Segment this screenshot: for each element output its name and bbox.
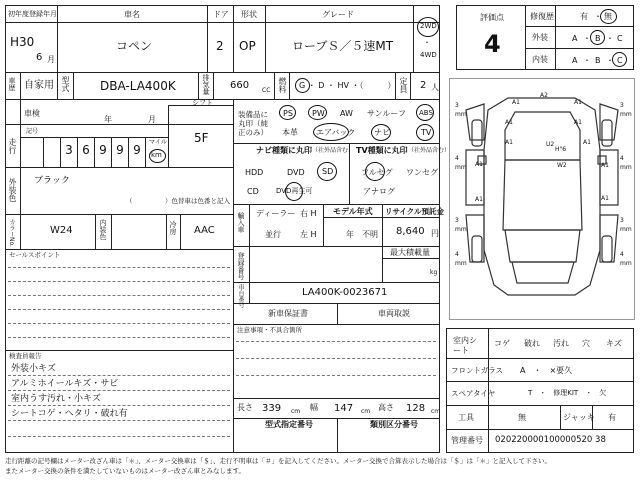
new-car-warranty: 新車保証書 — [268, 309, 308, 318]
diag-label-11: A1 — [601, 162, 609, 169]
reg-no-label: 登録番号 — [237, 252, 245, 280]
drive-dot: ・ — [423, 38, 431, 47]
spare-label: スペアタイヤ — [451, 389, 496, 398]
seat-opt-5: キズ — [606, 339, 622, 348]
navi-cd: CD — [247, 187, 259, 196]
doors: 2 — [216, 39, 224, 53]
diag-label-3: A1 — [574, 99, 582, 106]
model-year-label: モデル年式 — [333, 207, 373, 216]
length-value: 339 — [262, 403, 282, 414]
cap-value: 2 — [420, 80, 427, 91]
odo-digit-3: 9 — [99, 143, 107, 157]
disp-label: 排気量 — [202, 74, 210, 95]
height-value: 128 — [406, 403, 426, 414]
use-value: 自家用 — [24, 80, 54, 91]
use-label: 車歴 — [8, 77, 16, 91]
tv-note: （社外品含む） — [408, 147, 451, 154]
ruler-7: 4 — [455, 251, 459, 258]
fuel-options: G ・ D ・ HV ・（ ） — [299, 81, 396, 90]
seat-opt-4: 穴 — [582, 339, 590, 348]
equip-label: 装備品に丸印（純正のみ） — [238, 110, 268, 137]
diag-label-12: A1 — [601, 195, 609, 202]
ruler-11: 4 — [620, 155, 624, 162]
ruler-16: mm — [620, 260, 632, 267]
fuel-label: 燃料 — [278, 77, 287, 93]
type-no-label: 型式指定番号 — [265, 420, 313, 429]
color-no-label: カラーNo. — [8, 219, 15, 247]
diag-label-10: A1 — [475, 196, 483, 203]
sales-point-label: セールスポイント — [9, 251, 61, 259]
ruler-9: 3 — [620, 102, 624, 109]
drive-2wd: 2WD — [420, 22, 437, 30]
height-unit: cm — [431, 408, 441, 415]
equip-tv: TV — [421, 128, 432, 137]
vehicle-manual: 車両取説 — [378, 309, 410, 318]
odo-unit-mile: マイル — [149, 139, 167, 146]
jack-value: 有 — [608, 413, 616, 422]
reg-year-label: 初年度登録年月 — [8, 10, 57, 18]
int-a: A — [572, 56, 578, 65]
header-divider — [5, 22, 440, 23]
equip-pw: PW — [312, 109, 325, 118]
recycle-label: リサイクル預託金 — [385, 207, 444, 216]
repair-yes: 有 — [580, 12, 588, 21]
tv-title: TV種類に丸印 — [356, 146, 408, 155]
jack-label: ジャッキ — [563, 413, 595, 422]
tv-fullseg: フルセグ — [361, 168, 393, 177]
navi-sd: SD — [322, 167, 334, 176]
grade: ローブＳ／５速MT — [292, 39, 394, 53]
load-unit: kg — [430, 269, 438, 276]
import-parallel: 並行 — [265, 230, 281, 239]
interior-eval-label: 内装 — [532, 55, 548, 64]
navi-note: （社外品含む） — [312, 147, 355, 154]
score-label: 評価点 — [480, 13, 504, 22]
ruler-10: mm — [620, 111, 632, 118]
import-left: 左 H — [300, 230, 317, 239]
ruler-14: mm — [620, 226, 632, 233]
footer-line-2: またメーター交換の条件を満たしていないものはメーター改ざん車とみなします。 — [5, 467, 245, 475]
import-label: 輸入車 — [237, 212, 245, 233]
odo-label: 走行 — [8, 138, 17, 154]
inspector-line-2: アルミホイールキズ・サビ — [11, 379, 119, 389]
car-name: コペン — [116, 39, 153, 53]
equip-aw: AW — [340, 109, 353, 118]
diag-label-14: H"6 — [555, 146, 567, 153]
ext-b: B — [595, 34, 601, 43]
door-label: ドア — [213, 10, 229, 19]
int-dot1: ・ — [583, 56, 591, 65]
ruler-8: mm — [455, 260, 467, 267]
tools-value: 無 — [518, 413, 526, 422]
interior-color-label: 内装色 — [99, 219, 107, 240]
tv-analog: アナログ — [363, 187, 395, 196]
color-no-value: W24 — [50, 225, 73, 236]
load-label: 最大積載量 — [390, 248, 430, 257]
car-name-label: 車名 — [124, 10, 140, 19]
seat-label: 室内シート — [453, 336, 477, 356]
ruler-15: 4 — [620, 251, 624, 258]
row1-bottom — [5, 72, 440, 73]
cap-label: 定員 — [399, 77, 408, 93]
width-unit: cm — [361, 408, 371, 415]
ext-dot1: ・ — [583, 34, 591, 43]
chassis-value: LA400K-0023671 — [302, 287, 388, 298]
tools-label: 工具 — [458, 413, 474, 422]
diag-label-6: A1 — [505, 139, 513, 146]
exterior-eval-label: 外装 — [532, 33, 548, 42]
shape-label: 形状 — [241, 10, 257, 19]
repair-no: 無 — [604, 12, 612, 21]
grade-label: グレード — [322, 10, 354, 19]
model-year-value: 年 不明 — [346, 230, 378, 239]
inspection-label: 車検 — [24, 109, 40, 118]
int-c: C — [617, 56, 623, 65]
inspection-month: 月 — [148, 115, 156, 124]
repair-label: 修復歴 — [530, 12, 554, 21]
import-right: 右 H — [300, 209, 317, 218]
month-unit: 月 — [47, 55, 55, 64]
score: 4 — [484, 30, 501, 58]
odo-digit-1: 3 — [65, 143, 73, 157]
cooler-value: AAC — [194, 225, 215, 236]
equip-leather: 本革 — [282, 128, 298, 137]
int-b: B — [595, 56, 601, 65]
height-label: 高さ — [378, 403, 394, 412]
length-unit: cm — [291, 408, 301, 415]
ruler-2: mm — [455, 111, 467, 118]
cap-unit: 人 — [431, 83, 439, 92]
chassis-label: 車台番号 — [237, 284, 244, 308]
diag-label-2: A2 — [540, 92, 548, 99]
diag-label-5: A1 — [574, 119, 582, 126]
width-label: 幅 — [310, 403, 318, 412]
inspection-year: 年 — [104, 115, 112, 124]
recycle-value: 8,640 — [396, 226, 425, 237]
equip-airbag: エアバック — [316, 128, 356, 137]
diag-label-13: U2 — [546, 141, 555, 148]
class-no-label: 類別区分番号 — [370, 420, 418, 429]
odo-unit-km: km — [151, 151, 162, 159]
shift-value: 5F — [194, 131, 209, 145]
exterior-note: （ ）色替車は色番と記入 — [126, 197, 230, 205]
equip-ps: PS — [283, 109, 293, 118]
import-dealer: ディーラー — [256, 209, 296, 218]
cooler-label: 冷房 — [169, 221, 177, 235]
disp-value: 660 — [230, 80, 250, 91]
equip-sunroof: サンルーフ — [367, 109, 406, 118]
ext-a: A — [572, 34, 578, 43]
disp-unit: CC — [262, 87, 271, 94]
navi-title: ナビ種類に丸印 — [256, 146, 312, 155]
inspector-label: 検査員報告 — [9, 352, 42, 360]
shift-label: シフト — [192, 99, 213, 107]
odo-digit-5: 9 — [133, 143, 141, 157]
footer-line-1: 走行距離の記号欄はメーター改ざん車は「＊」、メーター交換車は「＄」、走行不明車は「＃」を記入してください。メーター交換で合算表示した場合は「＄」は「＊」と記入して下さい。 — [5, 457, 551, 465]
width-value: 147 — [334, 403, 354, 414]
front-glass-value: A ・ ×要久 — [520, 366, 573, 375]
ruler-3: 4 — [455, 155, 459, 162]
notes-label: 注意事項・不具合箇所 — [237, 326, 302, 334]
exterior-value: ブラック — [34, 176, 70, 186]
drive-4wd: 4WD — [420, 51, 437, 59]
manage-value: 020220000100000520 38 — [495, 435, 606, 445]
diag-label-4: A1 — [505, 119, 513, 126]
length-label: 長さ — [237, 403, 253, 412]
ruler-4: mm — [455, 164, 467, 171]
equip-navi: ナビ — [374, 128, 390, 137]
navi-dvd-play: DVD再生可 — [276, 187, 313, 195]
odo-record-label: 記号 — [26, 128, 39, 135]
front-glass-label: フロントガラス — [451, 366, 504, 375]
diag-label-9: W2 — [557, 162, 567, 169]
spare-value: T ・ 修理KIT ・ 欠 — [528, 389, 607, 397]
navi-dvd: DVD — [287, 168, 305, 177]
diag-label-1: A1 — [512, 99, 520, 106]
inspector-line-3: 室内うす汚れ・小キズ — [11, 394, 101, 404]
seat-opt-3: 汚れ — [553, 339, 569, 348]
shape: OP — [239, 39, 256, 53]
ruler-12: mm — [620, 164, 632, 171]
ruler-13: 3 — [620, 217, 624, 224]
manage-label: 管理番号 — [451, 436, 483, 445]
ext-dot2: ・ — [606, 34, 614, 43]
inspector-line-4: シートコゲ・ヘタリ・破れ有 — [11, 409, 128, 419]
model-label: 型式 — [61, 76, 70, 92]
int-dot2: ・ — [606, 56, 614, 65]
reg-year: H30 — [10, 35, 35, 49]
diag-label-8: A1 — [475, 161, 483, 168]
inspector-line-1: 外装小キズ — [11, 364, 56, 374]
navi-hdd: HDD — [245, 168, 264, 177]
diag-label-7: A1 — [583, 139, 591, 146]
ruler-6: mm — [455, 226, 467, 233]
odo-digit-2: 6 — [82, 143, 90, 157]
exterior-label: 外装色 — [8, 178, 17, 202]
model-value: DBA-LA400K — [100, 79, 176, 93]
seat-opt-1: コゲ — [494, 339, 510, 348]
ruler-1: 3 — [455, 102, 459, 109]
recycle-unit: 円 — [431, 229, 439, 238]
ruler-5: 3 — [455, 217, 459, 224]
repair-dot: ・ — [594, 12, 602, 21]
seat-opt-2: 破れ — [524, 339, 540, 348]
reg-month: 6 — [36, 52, 43, 63]
equip-abs: ABS — [419, 109, 433, 117]
ext-c: C — [617, 34, 623, 43]
odo-digit-4: 9 — [116, 143, 124, 157]
tv-oneseg: ワンセグ — [406, 168, 438, 177]
